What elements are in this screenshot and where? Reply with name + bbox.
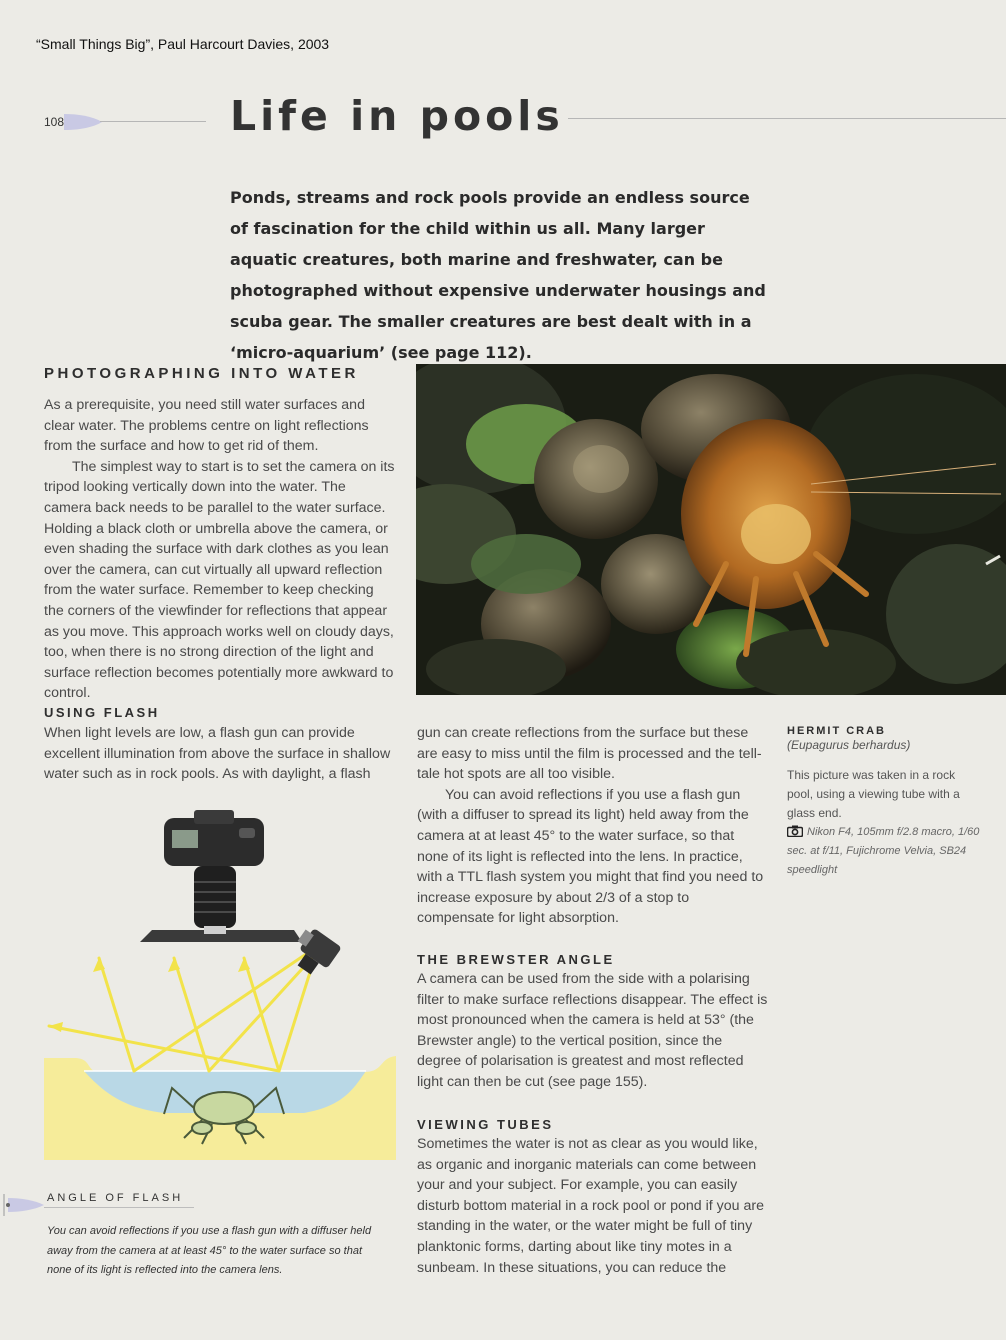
diagram-caption-rule — [44, 1207, 194, 1208]
flash-para-1: When light levels are low, a flash gun can provide excellent illumination from above the surface in shallow water such as in rock pools. As with daylight, a flash — [44, 725, 391, 783]
diagram-caption-heading: ANGLE OF FLASH — [47, 1192, 184, 1204]
photographing-para-2: The simplest way to start is to set the camera on its tripod looking vertically down into the water. The camera back needs to be parallel to the water surface. Holding a black cloth or umbrella above the camera, or even shading the surface with dark clothes as you lean over the camera, can cut virtually all upward reflection from the water surface. Remember to keep checking the corners of the viewfinder for reflections that appear as you move. This approach works well on cloudy days, too, when there is no strong direction of the light and surface reflection becomes potentially more awkward to control. — [44, 458, 395, 702]
photo-caption-tech-text: Nikon F4, 105mm f/2.8 macro, 1/60 sec. at f/11, Fujichrome Velvia, SB24 speedlight — [787, 826, 980, 876]
camera-icon — [787, 825, 803, 837]
page-title: Life in pools — [230, 92, 564, 140]
brewster-para: A camera can be used from the side with a polarising filter to make surface reflections disappear. The effect is most pronounced when the camera is held at 53° (the Brewster angle) to the vertical position, since the degree of polarisation is greatest and most reflected light can then be cut (see page 155). — [417, 971, 768, 1090]
title-rule-right — [568, 118, 1006, 119]
angle-of-flash-diagram — [44, 808, 396, 1160]
section-heading-viewing-tubes: VIEWING TUBES — [417, 1117, 554, 1132]
caption-marker — [0, 1190, 44, 1220]
photo-caption-species: (Eupagurus berhardus) — [787, 738, 911, 752]
photo-caption-body: This picture was taken in a rock pool, using a viewing tube with a glass end. — [787, 768, 960, 820]
photographing-text — [44, 395, 396, 704]
diagram-caption-text: You can avoid reflections if you use a flash gun with a diffuser held away from the camera at at least 45° to the water surface so that none of its light is reflected into the camera lens. — [47, 1225, 372, 1276]
intro-paragraph: Ponds, streams and rock pools provide an endless source of fascination for the child within us all. Many larger aquatic creatures, both marine and freshwater, can be photographed without expensive underwater housings and scuba gear. The smaller creatures are best dealt with in a ‘micro-aquarium’ (see page 112). — [230, 188, 766, 362]
flash-para-1-continued: gun can create reflections from the surface but these are easy to miss until the film is processed and the tell-tale hot spots are all too visible. — [417, 725, 762, 783]
section-heading-brewster: THE BREWSTER ANGLE — [417, 952, 615, 967]
source-caption: “Small Things Big”, Paul Harcourt Davies, 2003 — [36, 36, 330, 52]
section-heading-flash: USING FLASH — [44, 705, 160, 720]
photo-caption-tech — [787, 823, 987, 880]
photo-caption-title: HERMIT CRAB — [787, 725, 886, 737]
hermit-crab-photo — [416, 364, 1006, 695]
page-number: 108 — [44, 115, 65, 129]
camera-illustration — [164, 810, 264, 934]
section-heading-photographing: PHOTOGRAPHING INTO WATER — [44, 365, 359, 382]
flash-para-2: You can avoid reflections if you use a flash gun (with a diffuser to spread its light) held away from the camera at at least 45° to the water surface, so that none of its light is reflected into the lens. In practice, with a TTL flash system you might that find you need to increase exposure by about 2/3 of a stop to compensate for light absorption. — [417, 786, 764, 927]
page-tab-marker — [64, 110, 104, 134]
photographing-para-1: As a prerequisite, you need still water surfaces and clear water. The problems centre on light reflections from the surface and how to get rid of them. — [44, 397, 369, 455]
light-rays — [49, 950, 312, 1071]
viewing-tubes-para: Sometimes the water is not as clear as you would like, as organic and inorganic materials can come between your and your subject. For example, you can easily disturb bottom material in a rock pool or pond if you are standing in the water, or the water might be full of tiny planktonic forms, darting about like tiny motes in a sunbeam. In these situations, you can reduce the — [417, 1136, 764, 1276]
title-rule-left — [100, 121, 206, 122]
flash-column-2 — [417, 723, 767, 929]
